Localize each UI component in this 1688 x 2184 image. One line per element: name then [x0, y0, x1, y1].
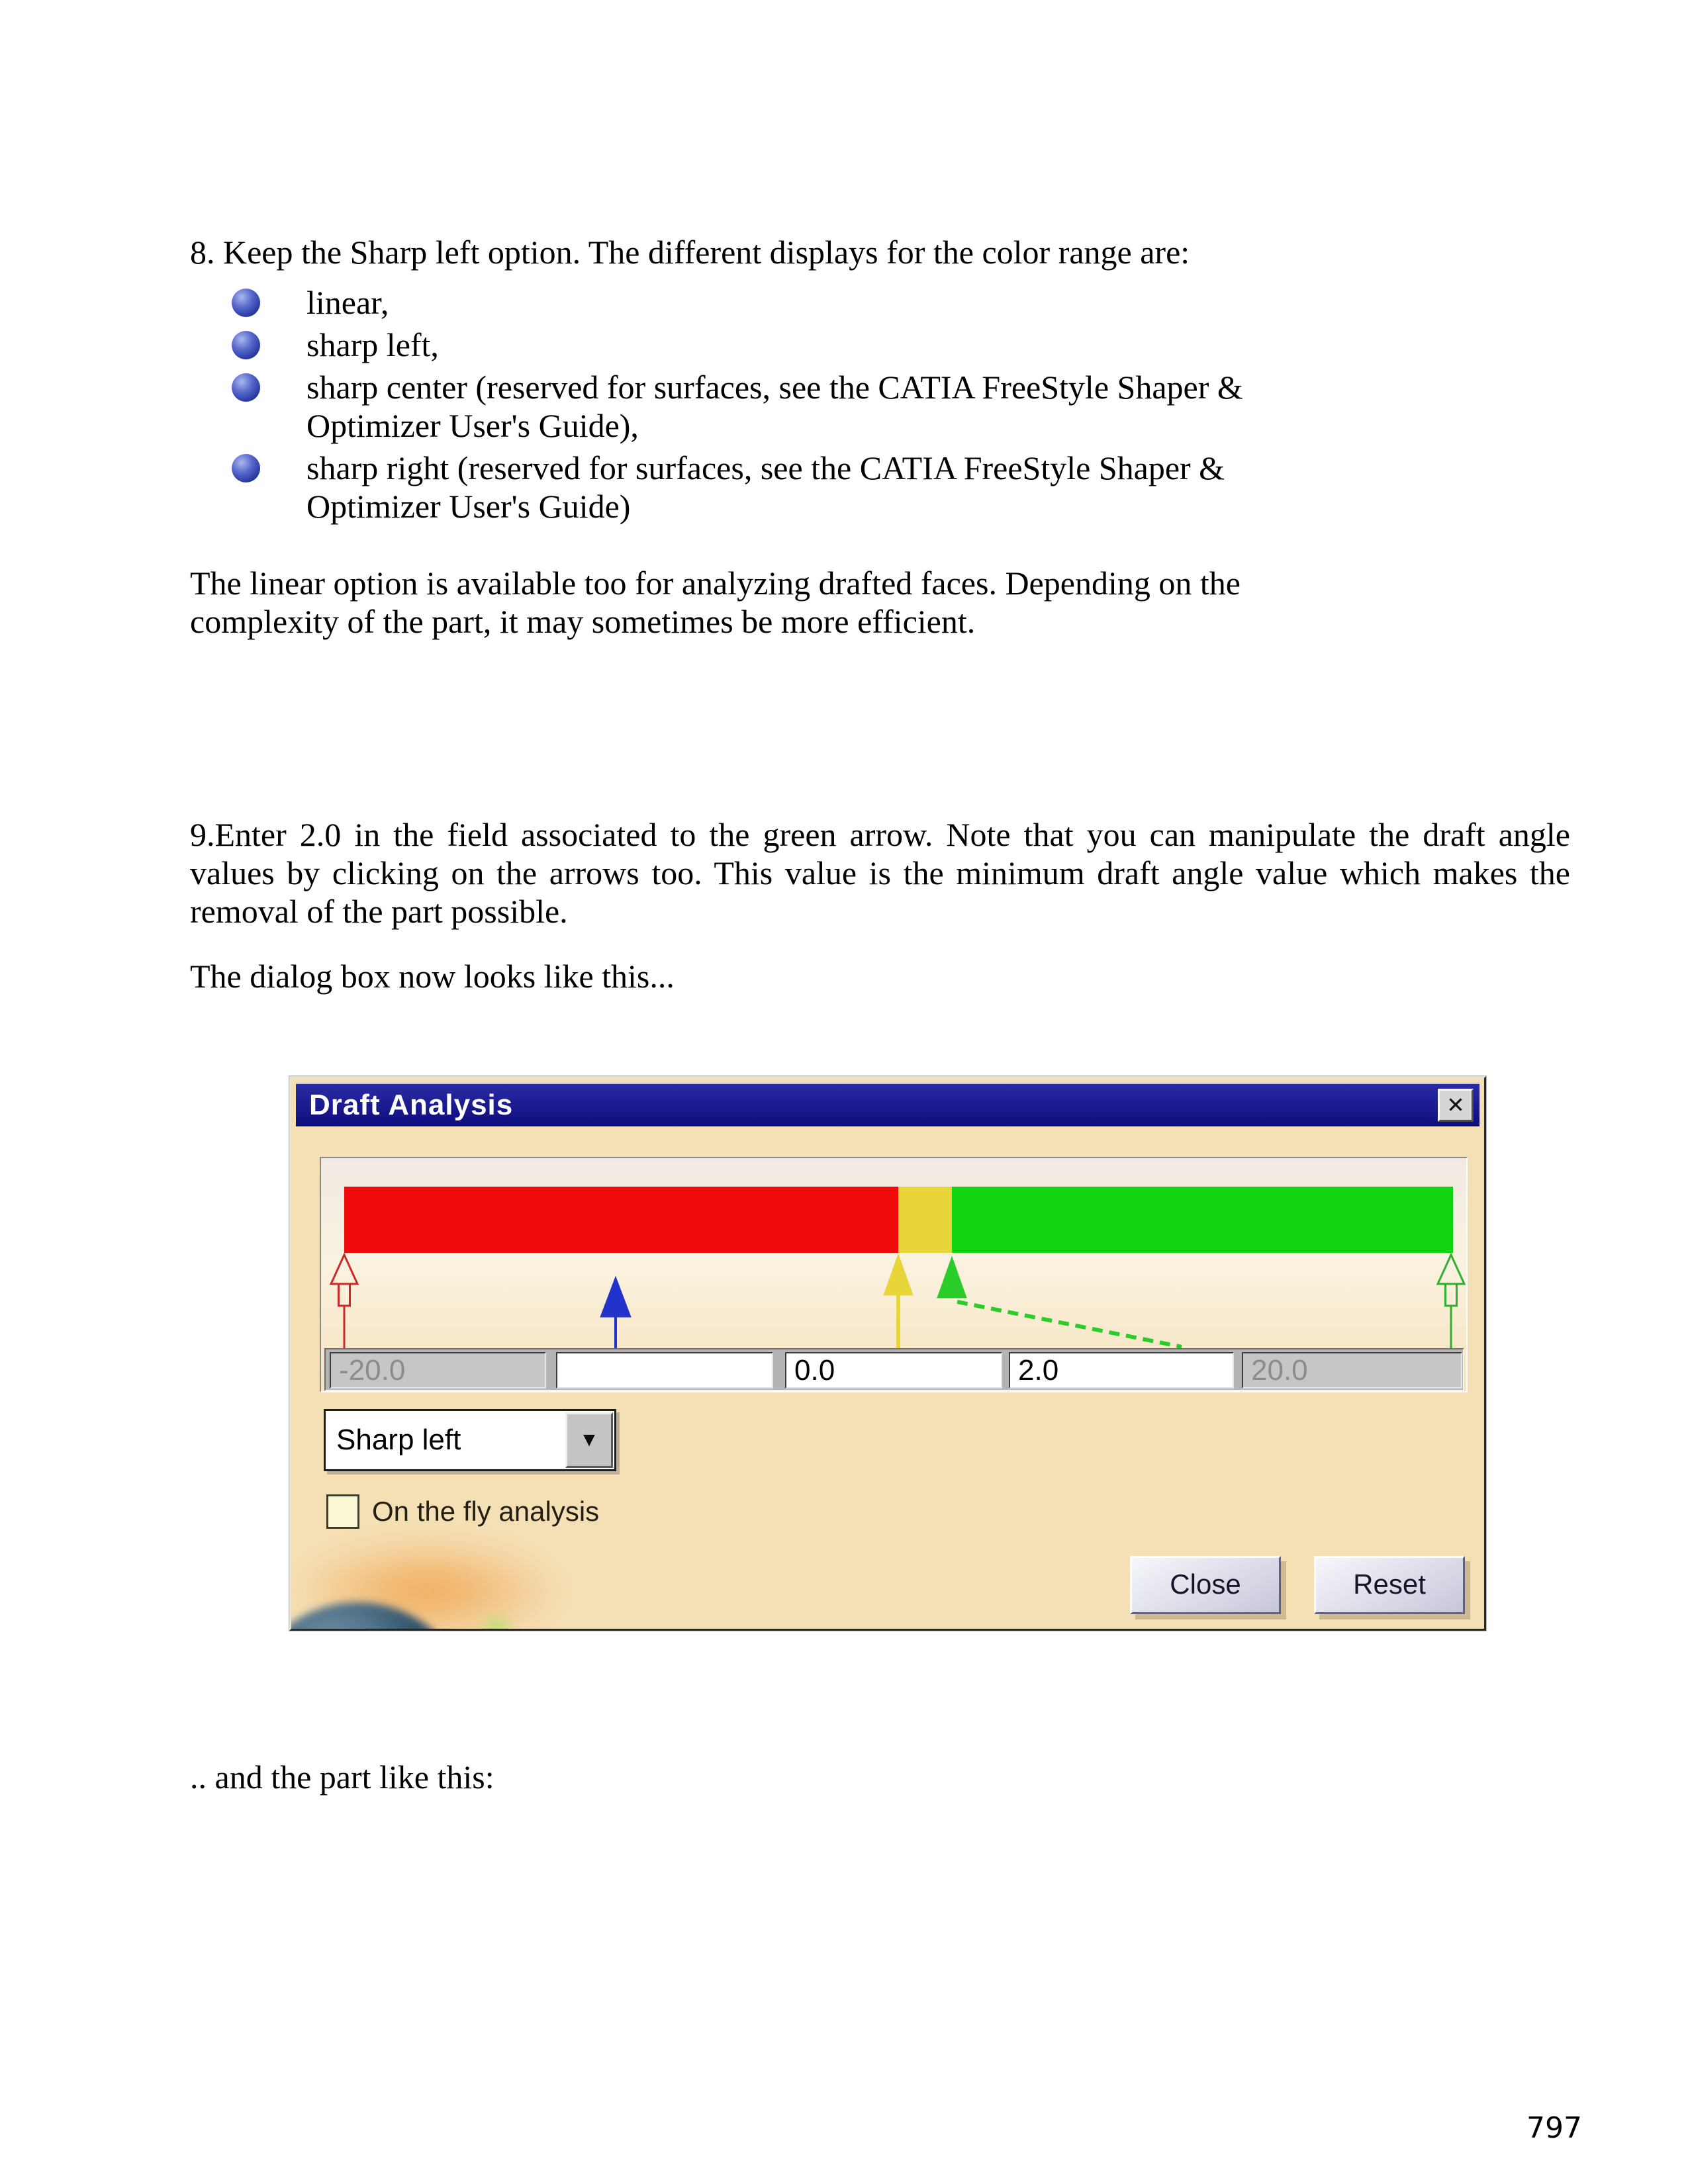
step8-text: 8. Keep the Sharp left option. The different displays for the color range are: [190, 234, 1190, 271]
min-angle-field [330, 1352, 546, 1388]
color-range-frame [320, 1157, 1468, 1392]
after-dialog-text: .. and the part like this: [190, 1758, 494, 1796]
bullet-sphere-icon [232, 289, 260, 317]
value-fields-strip [324, 1348, 1464, 1391]
color-range-bar [344, 1187, 1453, 1253]
display-mode-value: Sharp left [336, 1424, 461, 1456]
green-value-arrow-icon[interactable] [937, 1257, 1182, 1347]
draft-analysis-dialog [289, 1076, 1486, 1631]
dialog-titlebar [296, 1084, 1479, 1126]
bullet-sphere-icon [232, 454, 260, 482]
on-the-fly-checkbox[interactable] [326, 1494, 359, 1529]
display-mode-dropdown[interactable] [324, 1409, 616, 1471]
list-item-label: sharp center (reserved for surfaces, see the CATIA FreeStyle Shaper & Optimizer User's Guide), [306, 369, 1243, 444]
red-min-arrow-icon[interactable] [331, 1255, 357, 1348]
chevron-down-icon[interactable]: ▼ [565, 1412, 613, 1468]
close-button[interactable]: Close [1130, 1556, 1281, 1614]
on-the-fly-label: On the fly analysis [372, 1496, 600, 1527]
bullet-sphere-icon [232, 373, 260, 402]
max-angle-field [1242, 1352, 1462, 1388]
step9-paragraph: 9.Enter 2.0 in the field associated to the green arrow. Note that you can manipulate the draft angle values by clicking on the arrows too. This value is the minimum draft angle value which makes the removal of the part possible. [190, 816, 1570, 930]
list-item-label: sharp left, [306, 326, 439, 363]
green-angle-field[interactable] [1009, 1352, 1234, 1388]
dialog-intro-text: The dialog box now looks like this... [190, 958, 675, 995]
list-item-label: linear, [306, 284, 389, 321]
page-number: 797 [1526, 2111, 1582, 2145]
list-item [232, 449, 1352, 525]
linear-option-paragraph: The linear option is available too for analyzing drafted faces. Depending on the complexity of the part, it may sometimes be more efficient. [190, 565, 1241, 640]
zero-angle-field[interactable] [785, 1352, 1002, 1388]
list-item [232, 283, 1352, 322]
blue-value-arrow-icon[interactable] [600, 1277, 631, 1348]
list-item-label: sharp right (reserved for surfaces, see the CATIA FreeStyle Shaper & Optimizer User's Guide) [306, 449, 1225, 525]
list-item [232, 326, 1352, 364]
reset-button[interactable]: Reset [1314, 1556, 1465, 1614]
range-arrows [321, 1253, 1469, 1348]
color-range-list [232, 283, 1352, 529]
negative-range-segment [344, 1187, 898, 1253]
dialog-title: Draft Analysis [309, 1089, 514, 1121]
bullet-sphere-icon [232, 331, 260, 359]
close-icon[interactable]: ✕ [1438, 1089, 1474, 1122]
positive-range-segment [952, 1187, 1453, 1253]
list-item [232, 368, 1352, 445]
blue-angle-field[interactable] [556, 1352, 773, 1388]
yellow-zero-arrow-icon[interactable] [884, 1254, 913, 1348]
crossover-range-segment [898, 1187, 952, 1253]
green-max-arrow-icon[interactable] [1438, 1255, 1464, 1348]
